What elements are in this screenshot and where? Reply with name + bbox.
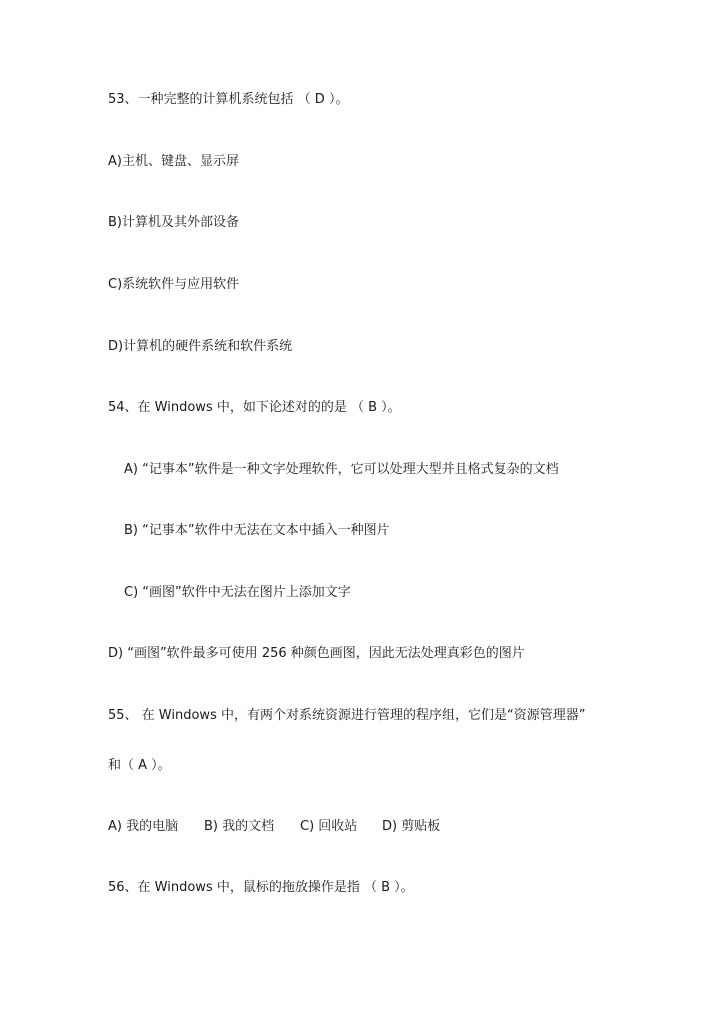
question-55-options bbox=[108, 817, 440, 837]
question-54-option-c: C) “画图”软件中无法在图片上添加文字 bbox=[124, 585, 351, 600]
question-55-option-d: D) 剪贴板 bbox=[382, 819, 441, 834]
question-55-option-b: B) 我的文档 bbox=[204, 819, 275, 834]
question-56-stem: 56、在 Windows 中，鼠标的拖放操作是指 （ B ）。 bbox=[108, 880, 414, 895]
question-54-option-b: B) “记事本”软件中无法在文本中插入一种图片 bbox=[124, 523, 390, 538]
question-55-stem-line-2: 和（ A ）。 bbox=[108, 758, 171, 773]
question-53-option-c: C)系统软件与应用软件 bbox=[108, 277, 240, 292]
question-54-option-a: A) “记事本”软件是一种文字处理软件，它可以处理大型并且格式复杂的文档 bbox=[124, 462, 559, 477]
question-53-option-d: D)计算机的硬件系统和软件系统 bbox=[108, 339, 293, 354]
question-53-option-a: A)主机、键盘、显示屏 bbox=[108, 154, 239, 169]
question-55-option-c: C) 回收站 bbox=[300, 819, 358, 834]
question-54-option-d: D) “画图”软件最多可使用 256 种颜色画图，因此无法处理真彩色的图片 bbox=[108, 646, 525, 661]
question-55-stem-line-1: 55、 在 Windows 中，有两个对系统资源进行管理的程序组，它们是“资源管理器” bbox=[108, 708, 586, 723]
question-53-option-b: B)计算机及其外部设备 bbox=[108, 215, 239, 230]
question-53-stem: 53、一种完整的计算机系统包括 （ D ）。 bbox=[108, 92, 349, 107]
question-54-stem: 54、在 Windows 中，如下论述对的的是 （ B ）。 bbox=[108, 400, 401, 415]
question-55-option-a: A) 我的电脑 bbox=[108, 819, 179, 834]
